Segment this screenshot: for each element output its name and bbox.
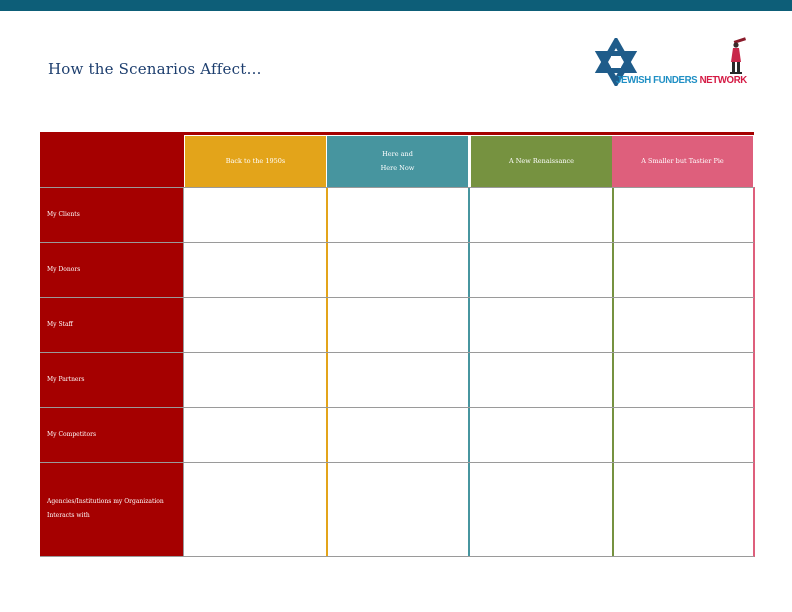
page-title: How the Scenarios Affect… bbox=[48, 60, 262, 78]
row-divider bbox=[40, 556, 754, 557]
table-cell[interactable] bbox=[471, 243, 611, 296]
table-cell[interactable] bbox=[471, 188, 611, 241]
table-cell[interactable] bbox=[327, 408, 467, 461]
row-label-2: My Donors bbox=[47, 266, 81, 273]
table-cell[interactable] bbox=[612, 243, 752, 296]
table-cell[interactable] bbox=[185, 188, 325, 241]
table-cell[interactable] bbox=[185, 463, 325, 556]
table-cell[interactable] bbox=[471, 298, 611, 351]
table-cell[interactable] bbox=[185, 298, 325, 351]
table-cell[interactable] bbox=[327, 188, 467, 241]
table-cell[interactable] bbox=[185, 353, 325, 406]
table-cell[interactable] bbox=[471, 353, 611, 406]
row-label-5: My Competitors bbox=[47, 431, 97, 438]
table-cell[interactable] bbox=[185, 243, 325, 296]
table-cell[interactable] bbox=[612, 298, 752, 351]
top-accent-bar bbox=[0, 0, 792, 11]
table-top-rule bbox=[40, 132, 754, 135]
row-label-panel bbox=[40, 132, 184, 557]
jewish-funders-network-logo bbox=[592, 36, 754, 92]
table-cell[interactable] bbox=[612, 408, 752, 461]
column-header-1: Back to the 1950s bbox=[185, 136, 326, 187]
table-cell[interactable] bbox=[612, 463, 752, 556]
row-label-6: Agencies/Institutions my Organization Interacts with bbox=[47, 498, 164, 520]
table-cell[interactable] bbox=[327, 243, 467, 296]
row-label-4: My Partners bbox=[47, 376, 85, 383]
table-cell[interactable] bbox=[471, 463, 611, 556]
table-cell[interactable] bbox=[327, 353, 467, 406]
label-column-divider bbox=[183, 187, 184, 557]
table-cell[interactable] bbox=[185, 408, 325, 461]
table-cell[interactable] bbox=[471, 408, 611, 461]
row-label-3: My Staff bbox=[47, 321, 73, 328]
logo-wordmark: JEWISH FUNDERS NETWORK bbox=[616, 74, 747, 86]
row-label-1: My Clients bbox=[47, 211, 80, 218]
table-cell[interactable] bbox=[327, 463, 467, 556]
column-header-2: Here and Here Now bbox=[327, 136, 468, 187]
table-cell[interactable] bbox=[612, 188, 752, 241]
scenario-impact-table bbox=[40, 132, 754, 557]
column-header-3: A New Renaissance bbox=[471, 136, 612, 187]
table-cell[interactable] bbox=[612, 353, 752, 406]
column-header-4: A Smaller but Tastier Pie bbox=[612, 136, 753, 187]
table-cell[interactable] bbox=[327, 298, 467, 351]
header-divider bbox=[40, 187, 754, 188]
